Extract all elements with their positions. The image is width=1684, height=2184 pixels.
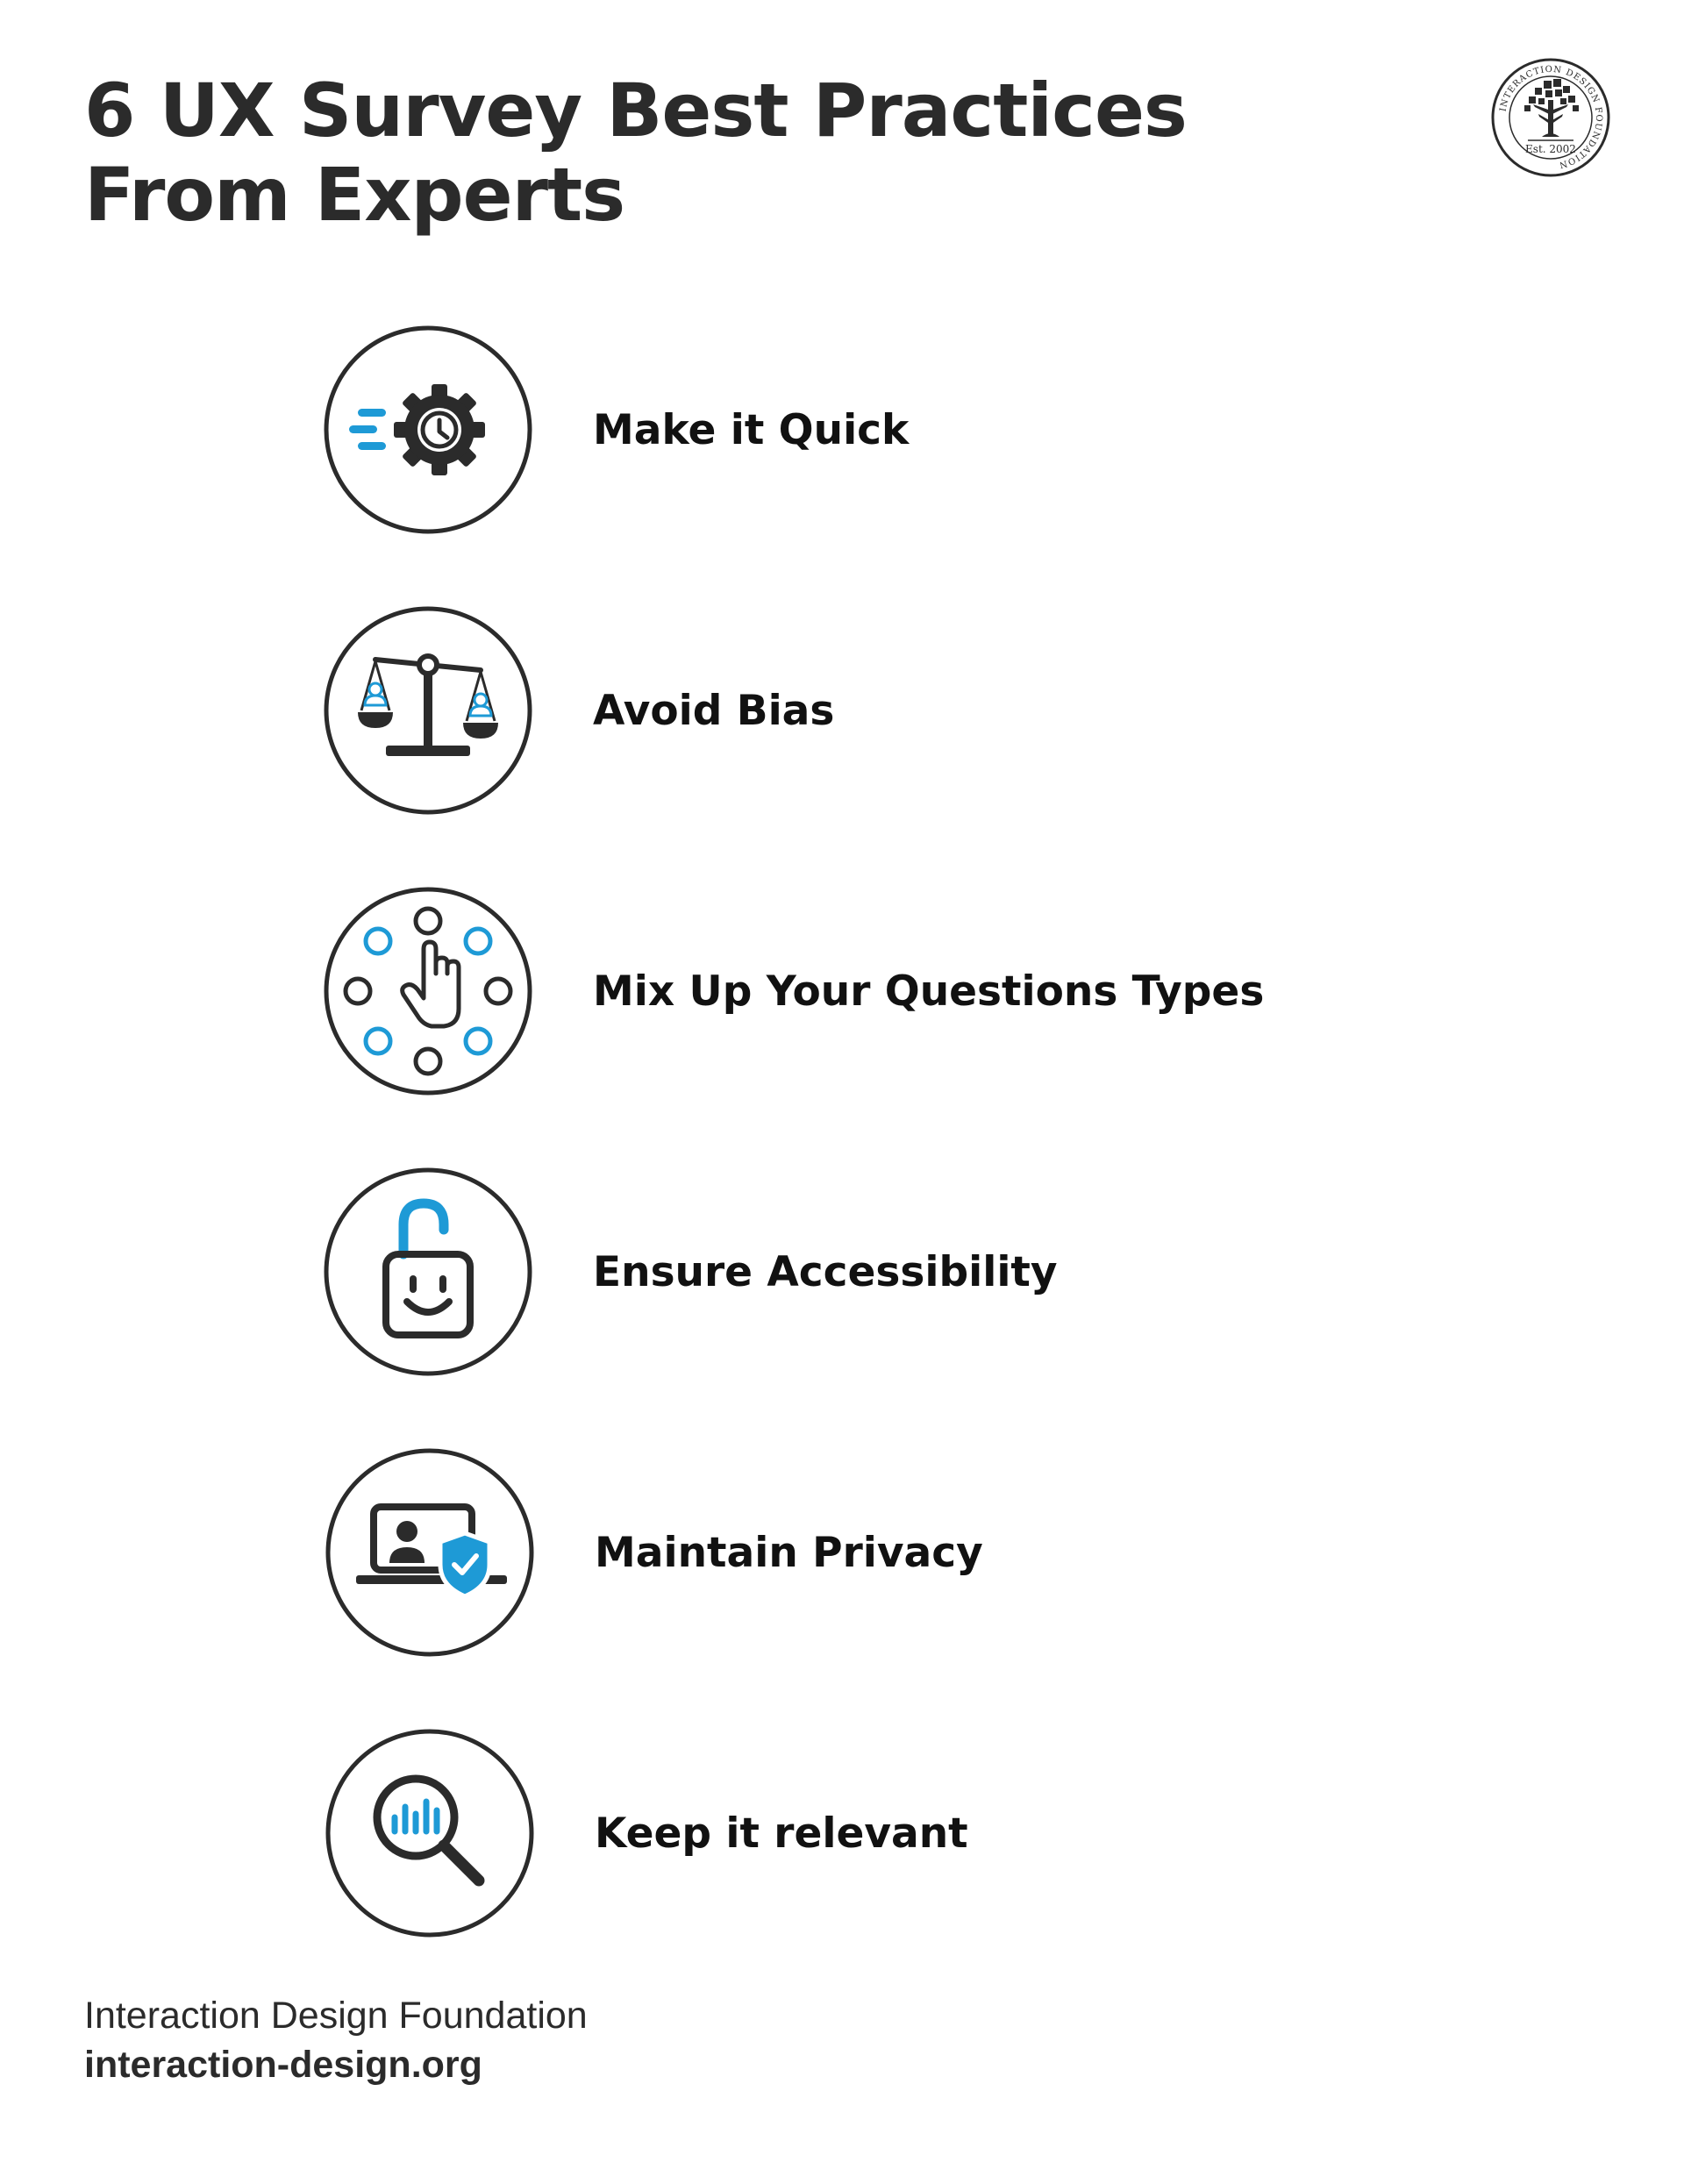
logo-ring-text: INTERACTION DESIGN FOUNDATION — [1498, 64, 1604, 170]
icon-badge — [325, 1447, 535, 1658]
smiling-padlock-icon — [386, 1203, 470, 1335]
practice-item-make-it-quick — [323, 325, 1375, 535]
icon-badge — [325, 1728, 535, 1938]
balance-scale-icon — [358, 656, 498, 756]
icon-badge — [323, 886, 533, 1096]
title-line-2: From Experts — [84, 152, 625, 238]
magnifier-chart-icon — [377, 1779, 479, 1881]
title-line-1: 6 UX Survey Best Practices — [84, 68, 1187, 153]
pointer-options-icon — [346, 909, 510, 1074]
practice-item-keep-it-relevant — [325, 1728, 1377, 1938]
gear-clock-icon — [349, 384, 485, 475]
laptop-shield-icon — [356, 1507, 507, 1596]
practice-item-maintain-privacy — [325, 1447, 1377, 1658]
practice-label: Avoid Bias — [593, 686, 835, 735]
practice-label: Mix Up Your Questions Types — [593, 967, 1265, 1016]
icon-badge — [323, 325, 533, 535]
practice-item-ensure-accessibility — [323, 1167, 1375, 1377]
footer — [84, 1991, 588, 2089]
footer-url-link[interactable]: interaction-design.org — [84, 2044, 482, 2086]
practice-label: Ensure Accessibility — [593, 1247, 1058, 1296]
practice-item-avoid-bias — [323, 605, 1375, 816]
icon-badge — [323, 1167, 533, 1377]
practice-label: Maintain Privacy — [595, 1528, 983, 1577]
logo-est-text: Est. 2002 — [1525, 143, 1576, 155]
practice-item-mix-up-question-types — [323, 886, 1375, 1096]
practice-label: Make it Quick — [593, 405, 910, 454]
icon-badge — [323, 605, 533, 816]
footer-organization: Interaction Design Foundation — [84, 1995, 588, 2037]
practice-label: Keep it relevant — [595, 1809, 968, 1858]
